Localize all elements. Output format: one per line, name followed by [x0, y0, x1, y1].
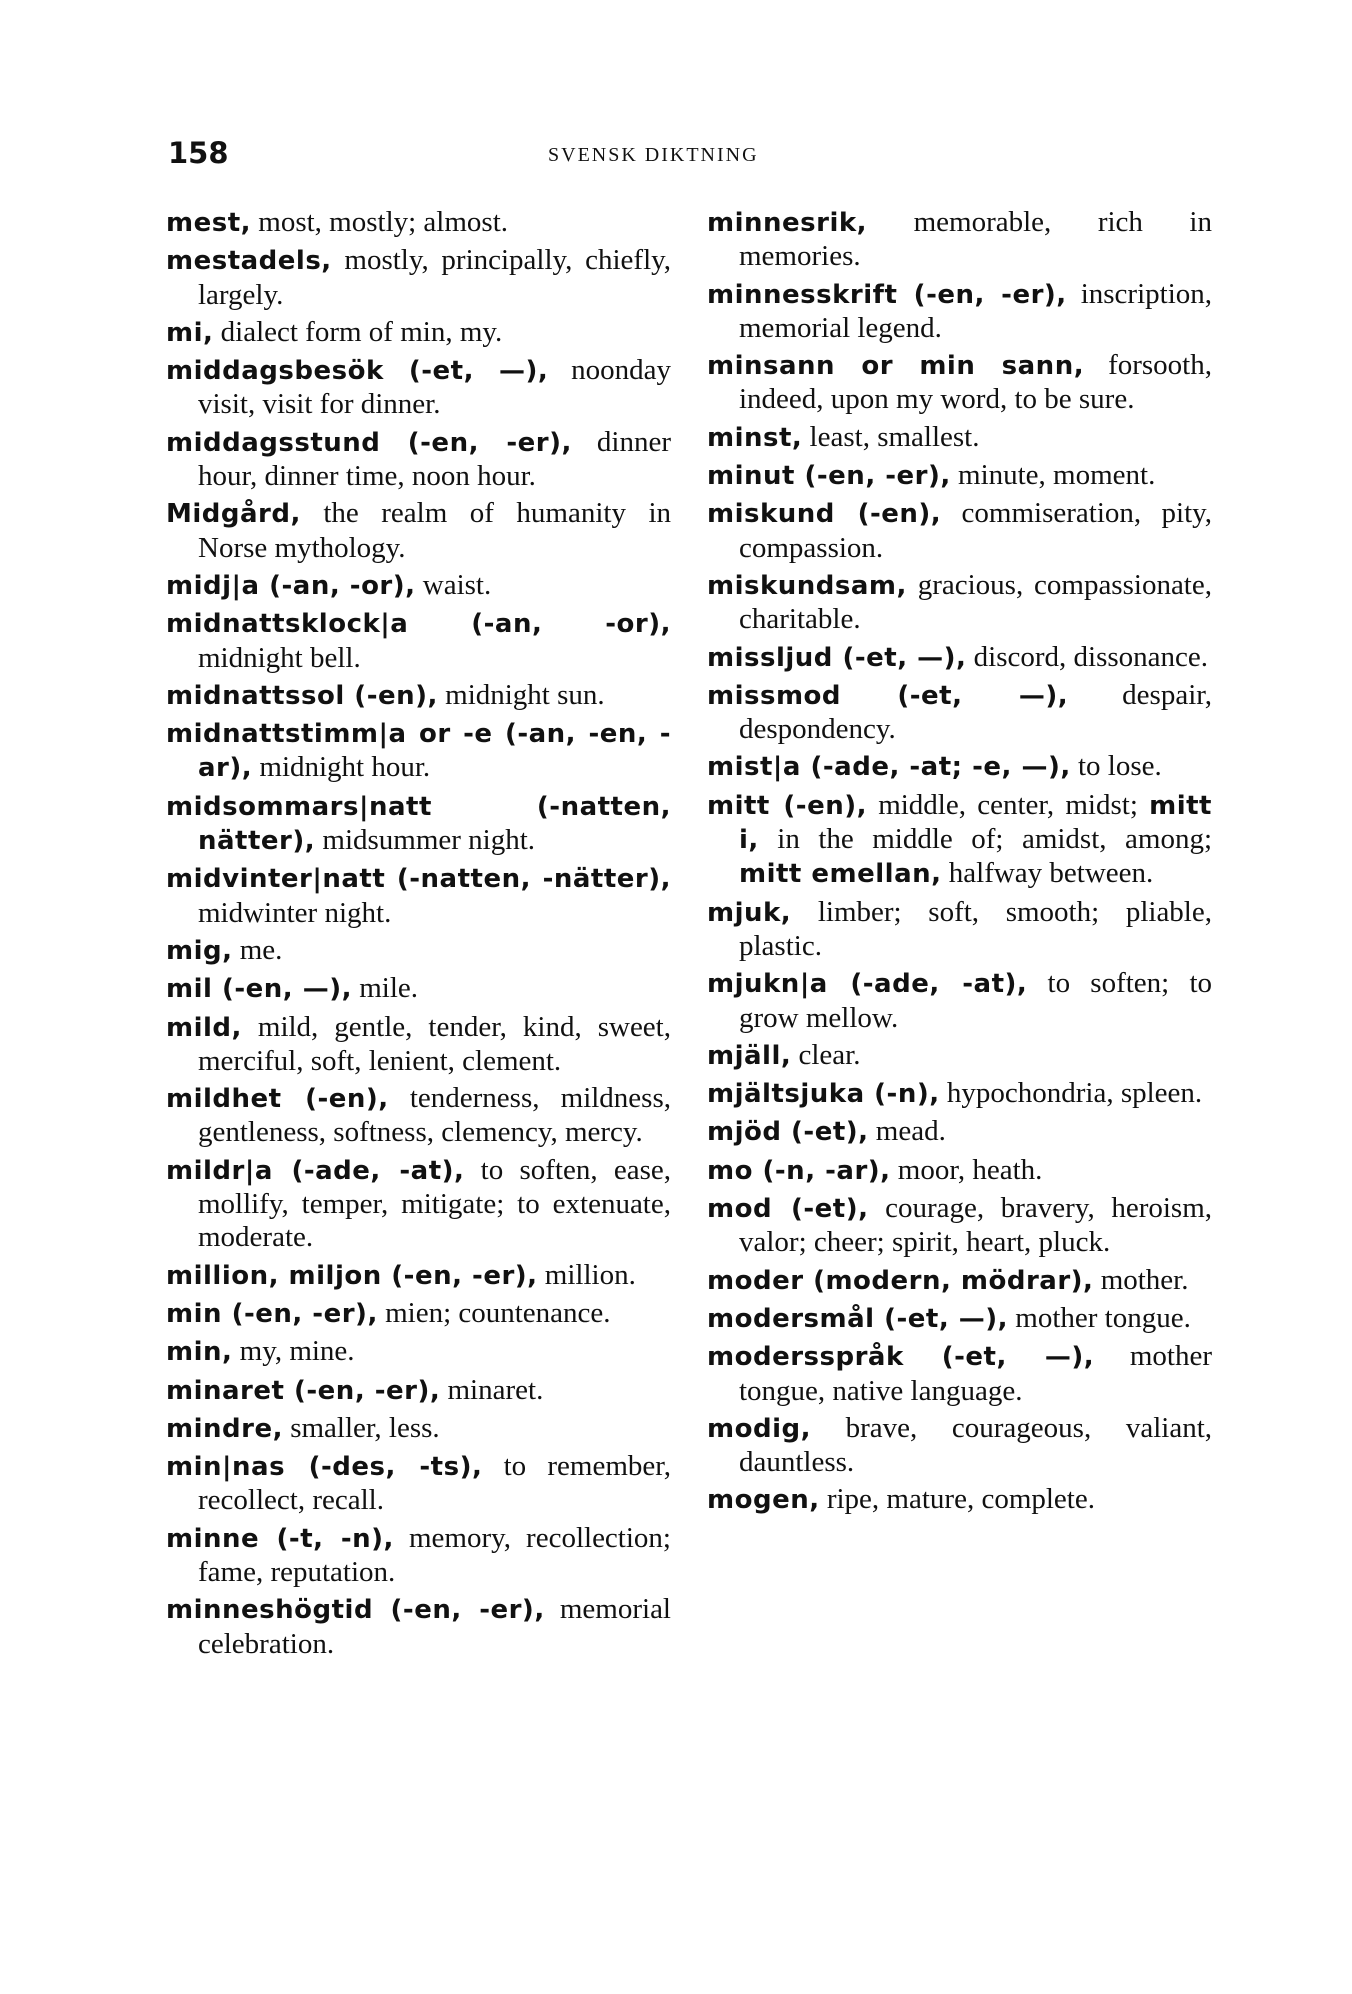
- dictionary-entry: [166, 206, 671, 240]
- right-column: [707, 206, 1212, 1522]
- entry-definition: most, mostly; almost.: [251, 206, 509, 238]
- entry-definition: to remember, recollect, recall.: [198, 1450, 671, 1517]
- entry-definition: waist.: [415, 568, 492, 601]
- entry-headword: mest,: [166, 208, 252, 238]
- entry-definition: smaller, less.: [282, 1411, 440, 1444]
- entry-headword: mitt i,: [739, 790, 1212, 856]
- dictionary-entry: [707, 750, 1212, 784]
- dictionary-entry: [166, 426, 671, 494]
- entry-headword: mjöd (-et),: [707, 1117, 869, 1148]
- entry-headword: mi,: [166, 317, 214, 348]
- entry-headword: miskund (-en),: [707, 499, 942, 530]
- entry-headword: moder (modern, mödrar),: [707, 1265, 1094, 1296]
- entry-definition: dinner hour, dinner time, noon hour.: [198, 425, 671, 493]
- entry-headword: mild,: [166, 1012, 242, 1043]
- entry-headword: min|nas (-des, -ts),: [166, 1452, 483, 1483]
- entry-definition: me.: [232, 933, 283, 966]
- dictionary-entry: [707, 1412, 1212, 1480]
- dictionary-entry: [166, 497, 671, 565]
- entry-headword: mildhet (-en),: [166, 1084, 389, 1115]
- entry-definition: midnight hour.: [252, 751, 431, 784]
- dictionary-entry: [707, 1039, 1212, 1073]
- dictionary-entry: [166, 972, 671, 1006]
- dictionary-entry: [166, 1593, 671, 1661]
- entry-headword: mjältsjuka (-n),: [707, 1079, 940, 1110]
- entry-headword: modig,: [707, 1413, 811, 1444]
- entry-definition: inscription, memorial legend.: [739, 277, 1213, 344]
- entry-definition: forsooth, indeed, upon my word, to be sure.: [739, 349, 1212, 416]
- dictionary-entry: [707, 967, 1212, 1035]
- entry-definition: midnight bell.: [198, 641, 361, 674]
- running-head: SVENSK DIKTNING: [548, 144, 759, 166]
- entry-definition: discord, dissonance.: [966, 640, 1209, 673]
- entry-definition: mother tongue.: [1008, 1301, 1191, 1334]
- entry-definition: mild, gentle, tender, kind, sweet, merciful, soft, lenient, clement.: [198, 1010, 671, 1077]
- dictionary-entry: [166, 790, 671, 859]
- dictionary-entry: [707, 1077, 1212, 1111]
- entry-definition: courage, bravery, heroism, valor; cheer; spirit, heart, pluck.: [739, 1192, 1212, 1259]
- entry-headword: minsann or min sann,: [707, 351, 1085, 382]
- dictionary-entry: [166, 1297, 671, 1331]
- page-number: 158: [168, 136, 229, 170]
- entry-headword: mig,: [166, 935, 233, 966]
- entry-definition: tenderness, mildness, gentleness, softness, clemency, mercy.: [198, 1082, 672, 1149]
- entry-headword: minaret (-en, -er),: [166, 1375, 441, 1406]
- dictionary-entry: [166, 607, 671, 675]
- entry-headword: mitt (-en),: [707, 790, 867, 821]
- entry-headword: midnattstimm|a or -e (-an, -en, -ar),: [166, 719, 671, 784]
- dictionary-entry: [166, 316, 671, 350]
- dictionary-entry: [707, 679, 1212, 747]
- entry-definition: hypochondria, spleen.: [939, 1077, 1203, 1110]
- dictionary-entry: [707, 497, 1212, 565]
- entry-definition: midsummer night.: [315, 824, 536, 857]
- dictionary-entry: [166, 1522, 671, 1590]
- entry-headword: mestadels,: [166, 246, 332, 277]
- entry-definition: commiseration, pity, compassion.: [739, 497, 1213, 564]
- entry-headword: million, miljon (-en, -er),: [166, 1260, 538, 1291]
- entry-definition: the realm of humanity in Norse mythology.: [198, 497, 671, 564]
- entry-headword: middagsstund (-en, -er),: [166, 427, 572, 458]
- dictionary-entry: [166, 862, 671, 930]
- dictionary-entry: [166, 1154, 671, 1255]
- dictionary-entry: [707, 1264, 1212, 1298]
- entry-definition: to lose.: [1070, 750, 1162, 783]
- entry-definition: midnight sun.: [437, 678, 605, 711]
- entry-headword: missljud (-et, —),: [707, 642, 967, 673]
- entry-definition: gracious, compassionate, charitable.: [739, 568, 1212, 636]
- entry-headword: minnesrik,: [707, 208, 868, 238]
- dictionary-entry: [166, 1259, 671, 1293]
- dictionary-entry: [707, 1302, 1212, 1336]
- dictionary-entry: [166, 679, 671, 713]
- entry-definition: memory, recollection; fame, reputation.: [198, 1521, 671, 1588]
- dictionary-entry: [707, 1115, 1212, 1149]
- entry-definition: dialect form of min, my.: [213, 315, 503, 348]
- entry-definition: mother.: [1093, 1263, 1189, 1296]
- dictionary-entry: [707, 1483, 1212, 1517]
- dictionary-entry: [707, 569, 1212, 637]
- dictionary-entry: [166, 354, 671, 422]
- dictionary-entry: [166, 569, 671, 603]
- left-column: [166, 206, 671, 1665]
- entry-headword: midsommars|natt (-natten, nätter),: [166, 791, 671, 857]
- dictionary-entry: [707, 1154, 1212, 1188]
- entry-headword: midnattsklock|a (-an, -or),: [166, 609, 671, 640]
- entry-headword: mist|a (-ade, -at; -e, —),: [707, 752, 1071, 783]
- dictionary-entry: [166, 1335, 671, 1369]
- entry-headword: minnesskrift (-en, -er),: [707, 279, 1067, 310]
- entry-headword: mod (-et),: [707, 1194, 869, 1225]
- entry-definition: despair, despondency.: [739, 678, 1212, 746]
- entry-headword: midnattssol (-en),: [166, 680, 438, 711]
- entry-headword: mjuk,: [707, 897, 792, 928]
- dictionary-entry: [166, 1082, 671, 1150]
- entry-definition: brave, courageous, valiant, dauntless.: [739, 1411, 1212, 1479]
- entry-headword: min (-en, -er),: [166, 1298, 378, 1329]
- dictionary-entry: [166, 934, 671, 968]
- entry-definition: mostly, principally, chiefly, largely.: [198, 244, 671, 311]
- entry-definition: minaret.: [440, 1373, 544, 1406]
- entry-definition: in the middle of; amidst, among;: [758, 823, 1212, 856]
- entry-definition: limber; soft, smooth; pliable, plastic.: [739, 895, 1212, 962]
- entry-headword: Midgård,: [166, 499, 301, 530]
- entry-definition: million.: [537, 1258, 636, 1291]
- dictionary-entry: [166, 1374, 671, 1408]
- entry-definition: noonday visit, visit for dinner.: [198, 354, 672, 421]
- entry-definition: my, mine.: [232, 1335, 355, 1368]
- dictionary-entry: [707, 641, 1212, 675]
- entry-headword: midvinter|natt (-natten, -nätter),: [166, 864, 671, 895]
- dictionary-entry: [166, 1011, 671, 1079]
- dictionary-entry: [707, 459, 1212, 493]
- entry-definition: moor, heath.: [890, 1153, 1043, 1186]
- entry-definition: mien; countenance.: [377, 1296, 611, 1329]
- dictionary-entry: [166, 717, 671, 786]
- dictionary-entry: [166, 1450, 671, 1518]
- entry-headword: mjukn|a (-ade, -at),: [707, 969, 1028, 1000]
- dictionary-entry: [707, 789, 1212, 892]
- entry-headword: minut (-en, -er),: [707, 461, 951, 492]
- entry-headword: modersspråk (-et, —),: [707, 1342, 1095, 1373]
- entry-definition: midwinter night.: [198, 896, 392, 929]
- entry-headword: mogen,: [707, 1485, 820, 1516]
- entry-headword: modersmål (-et, —),: [707, 1303, 1009, 1334]
- entry-headword: min,: [166, 1337, 233, 1368]
- page-header: [168, 136, 1228, 176]
- dictionary-entry: [707, 1192, 1212, 1260]
- entry-headword: missmod (-et, —),: [707, 680, 1069, 711]
- entry-headword: mjäll,: [707, 1040, 792, 1071]
- entry-headword: minneshögtid (-en, -er),: [166, 1595, 545, 1626]
- entry-headword: minne (-t, -n),: [166, 1523, 394, 1554]
- entry-definition: middle, center, midst;: [866, 788, 1150, 821]
- entry-headword: miskundsam,: [707, 570, 907, 601]
- dictionary-entry: [166, 1412, 671, 1446]
- entry-definition: memorial celebration.: [198, 1593, 671, 1660]
- entry-headword: mindre,: [166, 1413, 283, 1444]
- entry-definition: mother tongue, native language.: [739, 1340, 1212, 1407]
- entry-headword: mildr|a (-ade, -at),: [166, 1155, 465, 1186]
- entry-definition: minute, moment.: [950, 459, 1156, 492]
- entry-headword: mil (-en, —),: [166, 974, 352, 1005]
- entry-headword: midj|a (-an, -or),: [166, 570, 416, 601]
- dictionary-entry: [707, 896, 1212, 964]
- entry-definition: least, smallest.: [802, 420, 980, 453]
- dictionary-entry: [707, 278, 1212, 346]
- entry-definition: ripe, mature, complete.: [819, 1483, 1095, 1516]
- entry-definition: mile.: [351, 972, 419, 1005]
- entry-definition: to soften; to grow mellow.: [739, 967, 1212, 1034]
- entry-headword: mo (-n, -ar),: [707, 1155, 891, 1186]
- dictionary-entry: [707, 421, 1212, 455]
- entry-headword: minst,: [707, 422, 803, 453]
- entry-definition: to soften, ease, mollify, temper, mitigate; to extenuate, moderate.: [198, 1153, 671, 1254]
- dictionary-entry: [707, 349, 1212, 417]
- dictionary-entry: [166, 244, 671, 312]
- entry-definition: clear.: [791, 1038, 861, 1071]
- entry-definition: mead.: [868, 1115, 946, 1148]
- entry-definition: memorable, rich in memories.: [739, 206, 1212, 273]
- dictionary-entry: [707, 1340, 1212, 1408]
- entry-definition: halfway between.: [941, 857, 1154, 890]
- entry-headword: middagsbesök (-et, —),: [166, 356, 549, 387]
- entry-headword: mitt emellan,: [739, 859, 942, 890]
- dictionary-entry: [707, 206, 1212, 274]
